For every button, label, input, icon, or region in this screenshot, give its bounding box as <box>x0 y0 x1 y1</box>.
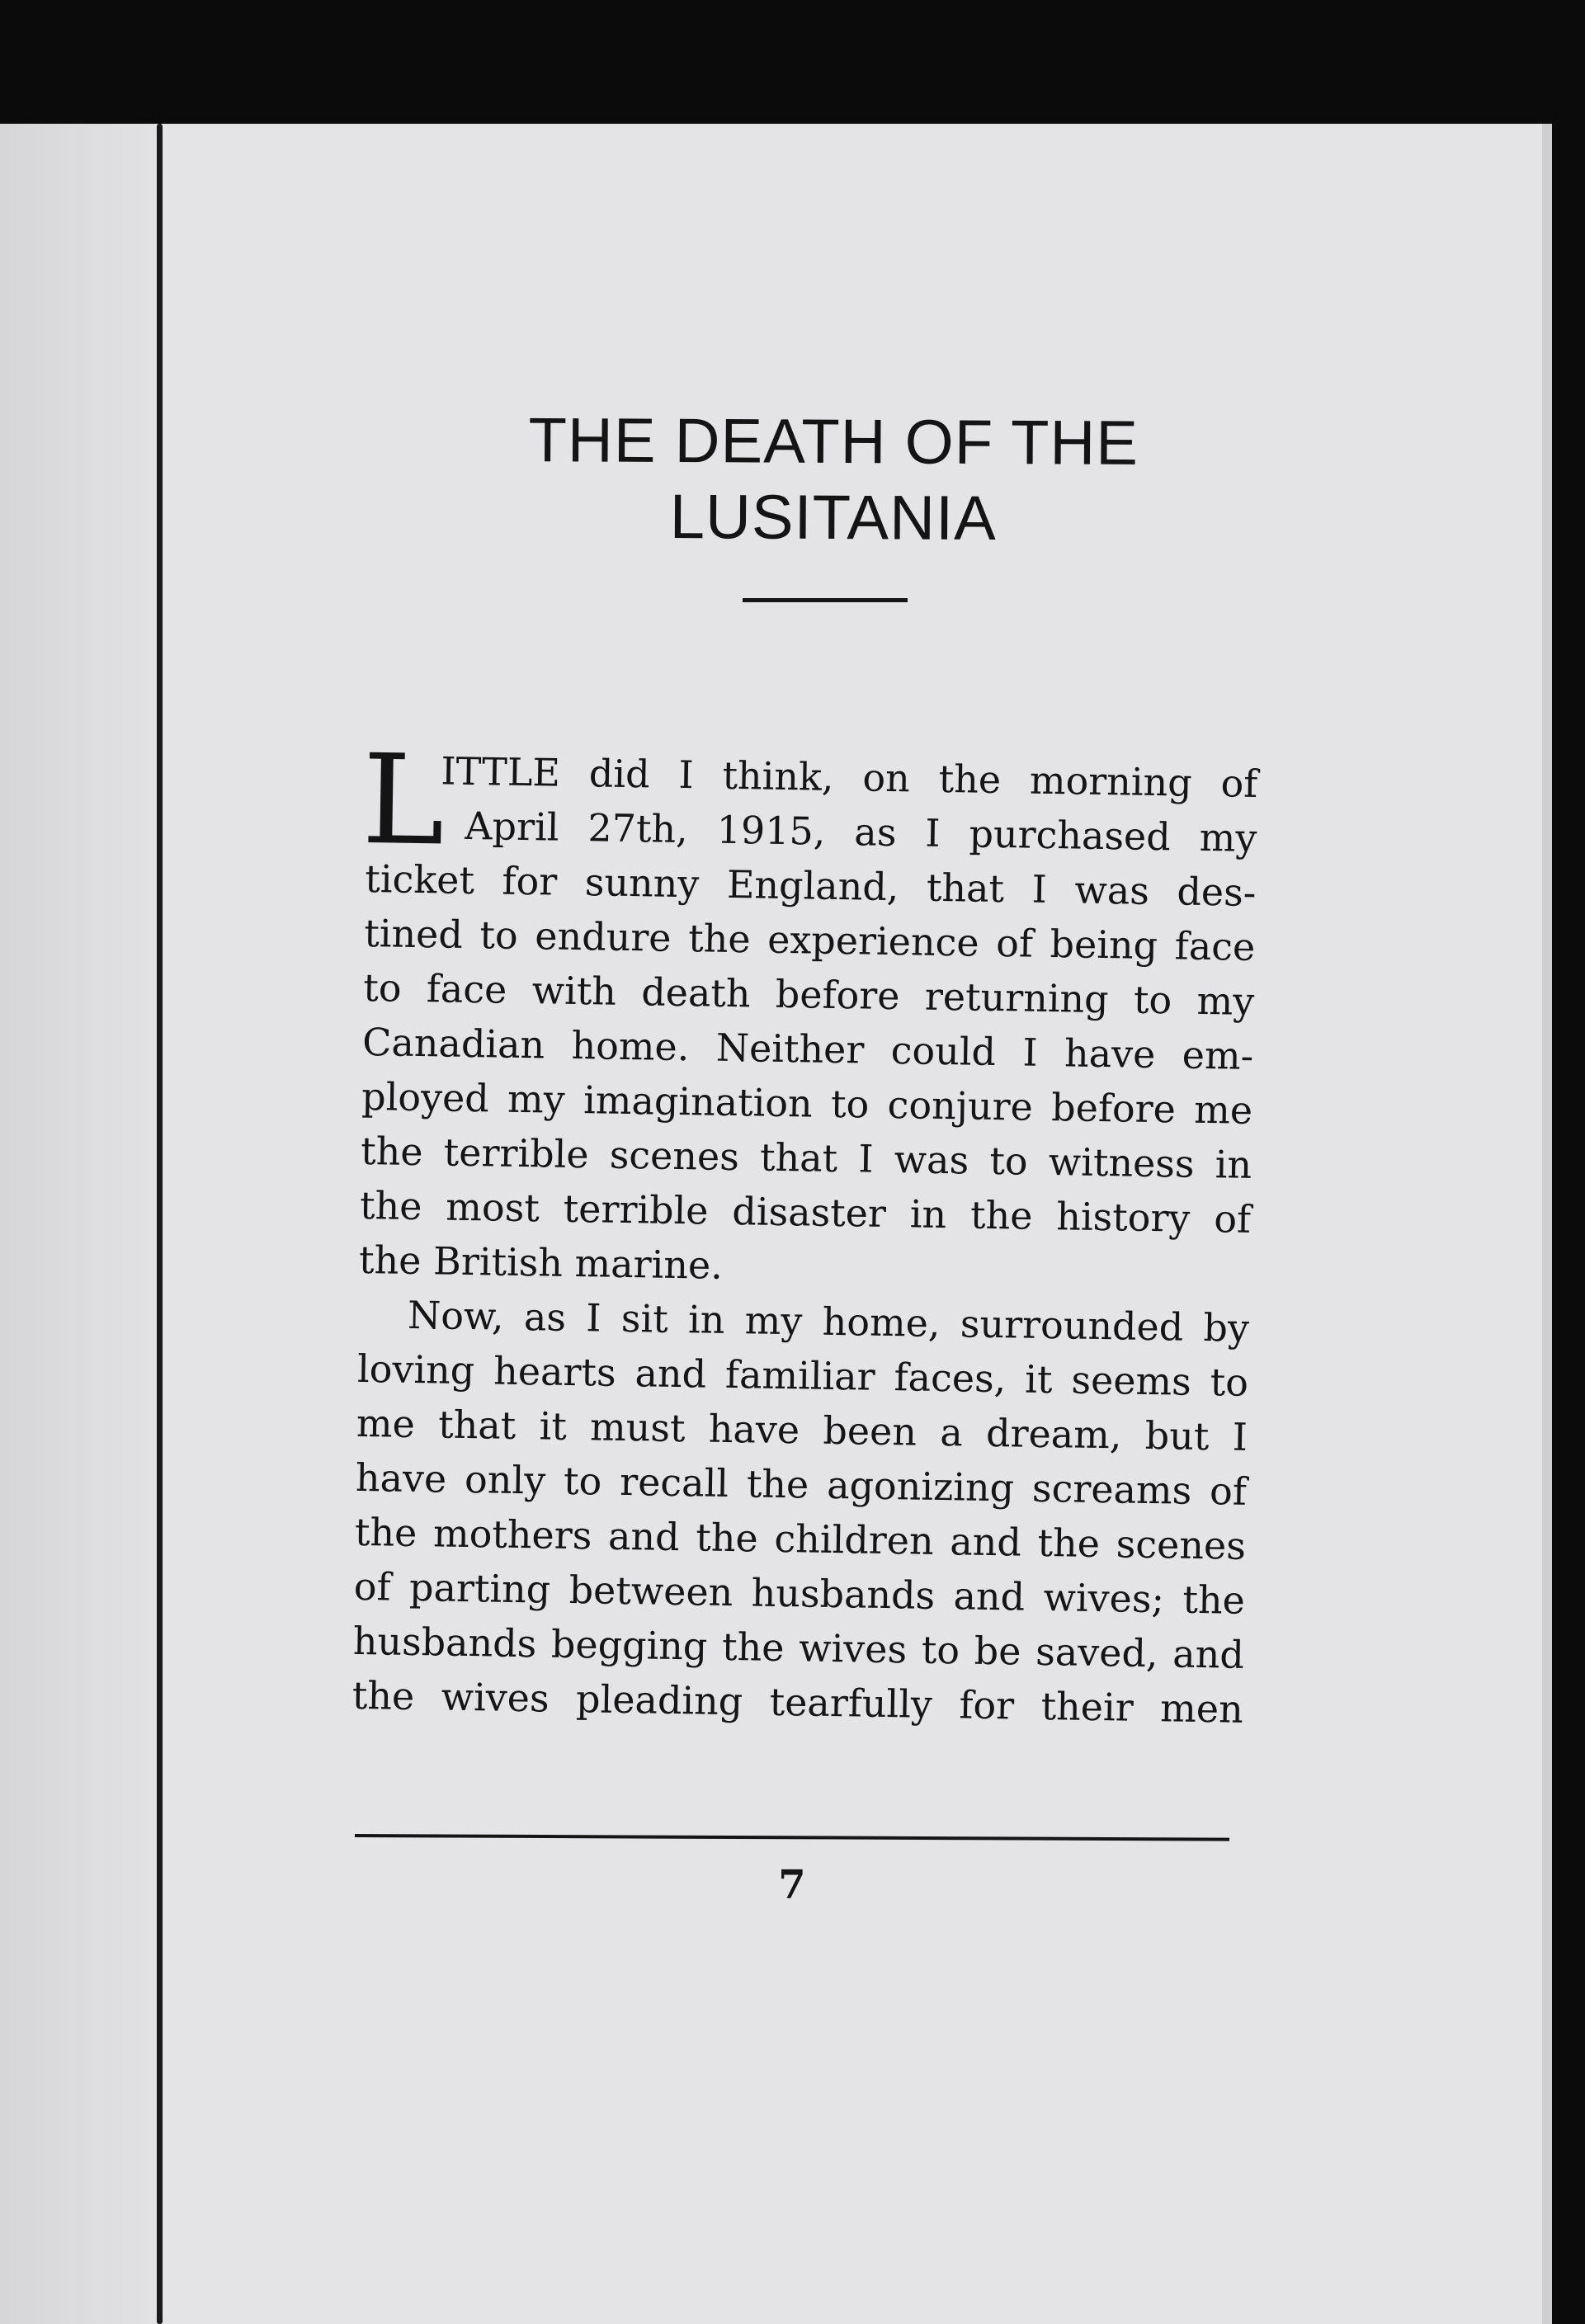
paragraph-2-line: the wives pleading tearfully for their men <box>351 1672 1244 1732</box>
paragraph-1-line: April 27th, 1915, as I purchased my <box>465 803 1257 860</box>
paragraph-1-line: the most terrible disaster in the history of <box>359 1182 1252 1242</box>
paragraph-1-line: to face with death before returning to my <box>362 964 1255 1024</box>
paragraph-1-line: the terrible scenes that I was to witness in <box>360 1128 1252 1187</box>
scan-top-border <box>0 0 1585 124</box>
scan-right-border <box>1552 0 1585 2324</box>
paragraph-1-line: Canadian home. Neither could I have em- <box>361 1019 1254 1078</box>
paragraph-1-line: the British marine. <box>358 1237 724 1288</box>
paragraph-1-line: tined to endure the experience of being face <box>363 910 1256 969</box>
paragraph-1-line: ployed my imagination to conjure before me <box>361 1073 1253 1133</box>
binding-gutter-line <box>157 124 163 2324</box>
page-number: 7 <box>778 1862 806 1908</box>
paragraph-1-line: ticket for sunny England, that I was des- <box>364 856 1257 915</box>
page-right-edge <box>1542 124 1552 2324</box>
paragraph-2-line: of parting between husbands and wives; the <box>353 1563 1246 1623</box>
chapter-title-line-1: THE DEATH OF THE <box>528 405 1139 478</box>
chapter-title <box>347 402 1321 559</box>
paragraph-2-line: have only to recall the agonizing screams of <box>355 1454 1248 1514</box>
paragraph-2-line: me that it must have been a dream, but I <box>356 1400 1248 1459</box>
chapter-title-line-2: LUSITANIA <box>669 481 998 554</box>
paragraph-2-line: husbands begging the wives to be saved, and <box>352 1618 1245 1677</box>
drop-cap: L <box>361 728 446 874</box>
paragraph-2-line: the mothers and the children and the scenes <box>354 1509 1247 1568</box>
paragraph-1-line: ITTLE did I think, on the morning of <box>441 748 1258 806</box>
paragraph-1 <box>358 728 1258 1301</box>
paragraph-2 <box>351 1287 1249 1737</box>
body-text <box>351 728 1258 1737</box>
paragraph-2-line: Now, as I sit in my home, surrounded by <box>407 1292 1250 1351</box>
title-rule <box>743 598 908 602</box>
facing-page-edge <box>0 124 157 2324</box>
paragraph-2-line: loving hearts and familiar faces, it seems to <box>356 1346 1249 1405</box>
